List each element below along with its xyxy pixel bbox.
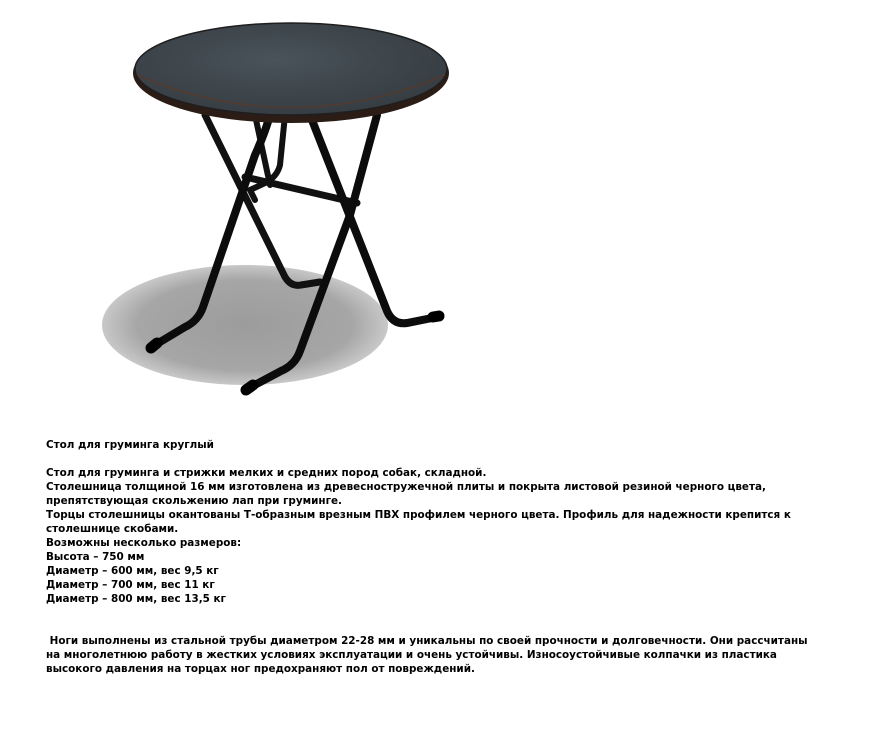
product-description [46, 438, 836, 676]
table-illustration [95, 15, 455, 405]
spacer [46, 452, 836, 466]
product-intro: Стол для груминга и стрижки мелких и средних пород собак, складной. [46, 467, 487, 479]
legs-description: Ноги выполнены из стальной трубы диаметром 22-28 мм и уникальны по своей прочности и долговечности. Они рассчитаны на многолетнюю работу в жестких условиях эксплуатации и очень устойчивы. Износоустойчивые колпачки из пластика высокого давления на торцах ног предохраняют пол от повреждений. [46, 635, 812, 675]
edge-description: Торцы столешницы окантованы Т-образным врезным ПВХ профилем черного цвета. Профиль для надежности крепится к столешнице скобами. [46, 509, 791, 535]
tabletop-description: Столешница толщиной 16 мм изготовлена из древесностружечной плиты и покрыта листовой резиной черного цвета, препятствующая скольжению лап при груминге. [46, 481, 766, 507]
tabletop-surface [135, 23, 447, 115]
product-image [95, 15, 455, 405]
product-title: Стол для груминга круглый [46, 439, 214, 451]
sizes-heading: Возможны несколько размеров: [46, 537, 242, 549]
size-diameter-600: Диаметр – 600 мм, вес 9,5 кг [46, 565, 219, 577]
spacer [46, 606, 836, 634]
floor-shadow [102, 265, 388, 385]
size-height: Высота – 750 мм [46, 551, 145, 563]
size-diameter-800: Диаметр – 800 мм, вес 13,5 кг [46, 593, 226, 605]
size-diameter-700: Диаметр – 700 мм, вес 11 кг [46, 579, 215, 591]
